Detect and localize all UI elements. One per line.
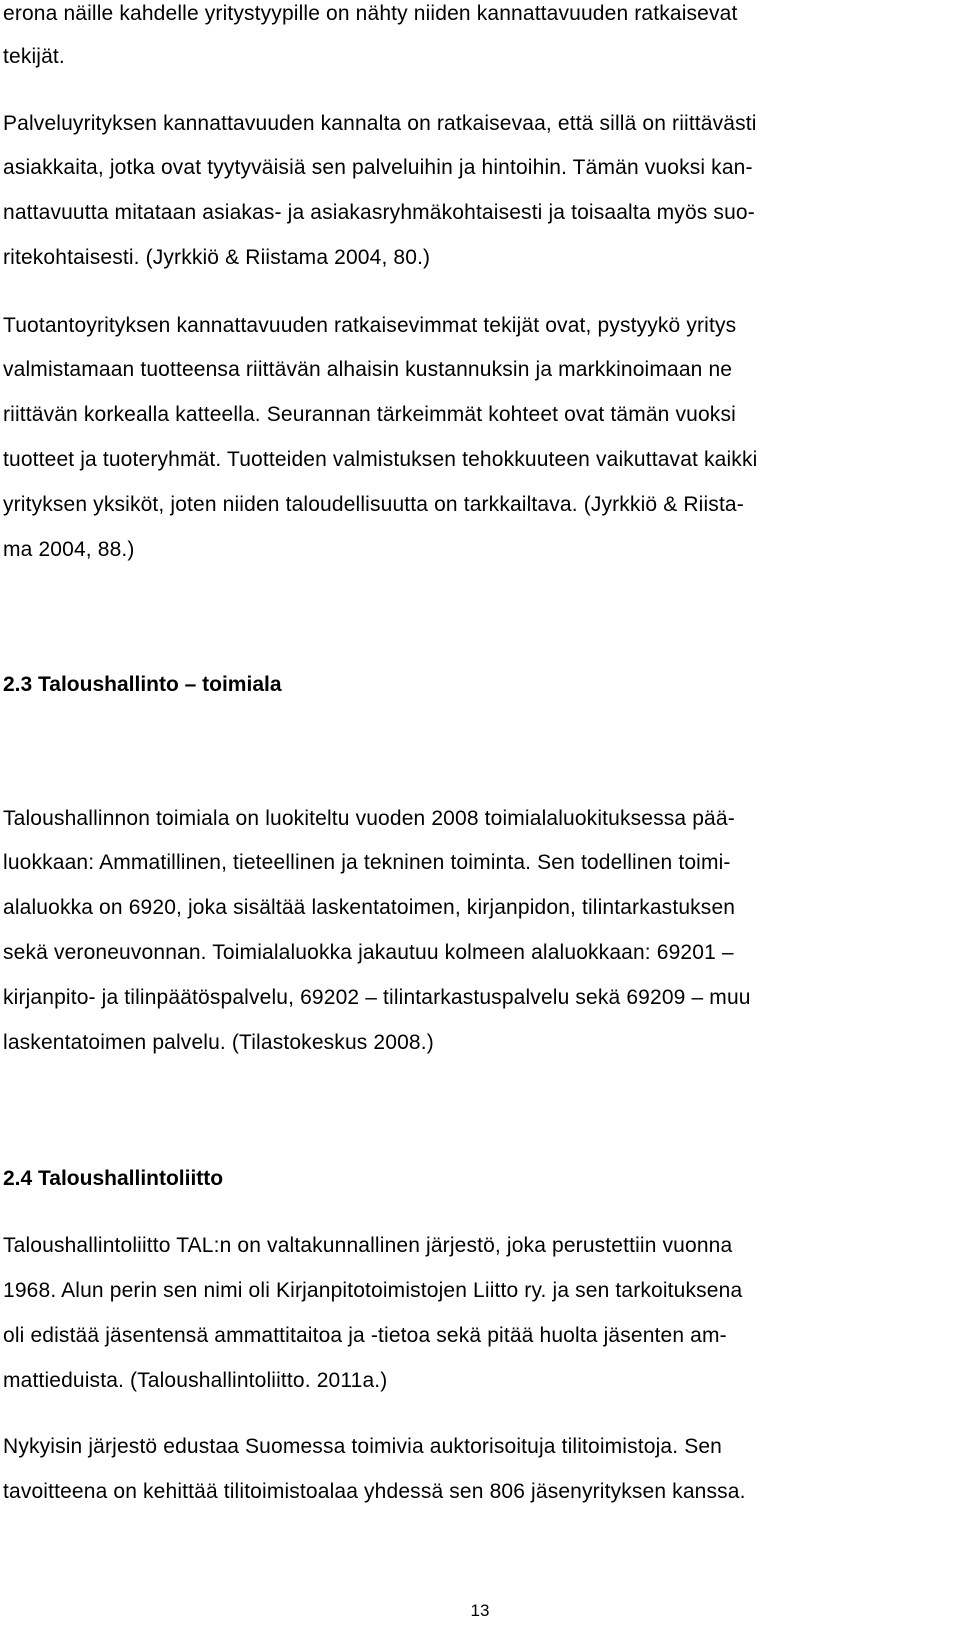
section-heading-2-3: 2.3 Taloushallinto – toimiala (3, 673, 282, 696)
body-text-line: alaluokka on 6920, joka sisältää laskentatoimen, kirjanpidon, tilintarkastuksen (3, 896, 736, 919)
body-text-line: sekä veroneuvonnan. Toimialaluokka jakautuu kolmeen alaluokkaan: 69201 – (3, 941, 734, 964)
body-text-line: 1968. Alun perin sen nimi oli Kirjanpitotoimistojen Liitto ry. ja sen tarkoituksena (3, 1279, 743, 1302)
body-text-line: luokkaan: Ammatillinen, tieteellinen ja tekninen toiminta. Sen todellinen toimi- (3, 851, 731, 874)
body-text-line: tuotteet ja tuoteryhmät. Tuotteiden valmistuksen tehokkuuteen vaikuttavat kaikki (3, 448, 758, 471)
page-number: 13 (470, 1601, 490, 1620)
body-text-line: Taloushallintoliitto TAL:n on valtakunnallinen järjestö, joka perustettiin vuonna (3, 1234, 733, 1257)
body-text-line: laskentatoimen palvelu. (Tilastokeskus 2008.) (3, 1031, 434, 1054)
body-text-line: Palveluyrityksen kannattavuuden kannalta on ratkaisevaa, että sillä on riittävästi (3, 112, 757, 135)
body-text-line: valmistamaan tuotteensa riittävän alhaisin kustannuksin ja markkinoimaan ne (3, 358, 733, 381)
body-text-line: ma 2004, 88.) (3, 538, 135, 561)
body-text-line: Nykyisin järjestö edustaa Suomessa toimivia auktorisoituja tilitoimistoja. Sen (3, 1435, 723, 1458)
section-heading-2-4: 2.4 Taloushallintoliitto (3, 1167, 224, 1190)
body-text-line: riittävän korkealla katteella. Seurannan tärkeimmät kohteet ovat tämän vuoksi (3, 403, 736, 426)
body-text-line: oli edistää jäsentensä ammattitaitoa ja -tietoa sekä pitää huolta jäsenten am- (3, 1324, 727, 1347)
body-text-line: Taloushallinnon toimiala on luokiteltu vuoden 2008 toimialaluokituksessa pää- (3, 807, 735, 830)
body-text-line: asiakkaita, jotka ovat tyytyväisiä sen palveluihin ja hintoihin. Tämän vuoksi kan- (3, 156, 753, 179)
body-text-line: yrityksen yksiköt, joten niiden taloudellisuutta on tarkkailtava. (Jyrkkiö & Riista- (3, 493, 744, 516)
body-text-line: mattieduista. (Taloushallintoliitto. 2011a.) (3, 1369, 388, 1392)
body-text-line: kirjanpito- ja tilinpäätöspalvelu, 69202 – tilintarkastuspalvelu sekä 69209 – muu (3, 986, 751, 1009)
body-text-line: erona näille kahdelle yritystyypille on nähty niiden kannattavuuden ratkaisevat (3, 2, 738, 25)
body-text-line: Tuotantoyrityksen kannattavuuden ratkaisevimmat tekijät ovat, pystyykö yritys (3, 314, 737, 337)
body-text-line: tavoitteena on kehittää tilitoimistoalaa yhdessä sen 806 jäsenyrityksen kanssa. (3, 1480, 746, 1503)
body-text-line: nattavuutta mitataan asiakas- ja asiakasryhmäkohtaisesti ja toisaalta myös suo- (3, 201, 755, 224)
body-text-line: ritekohtaisesti. (Jyrkkiö & Riistama 2004, 80.) (3, 246, 431, 269)
body-text-line: tekijät. (3, 45, 65, 68)
